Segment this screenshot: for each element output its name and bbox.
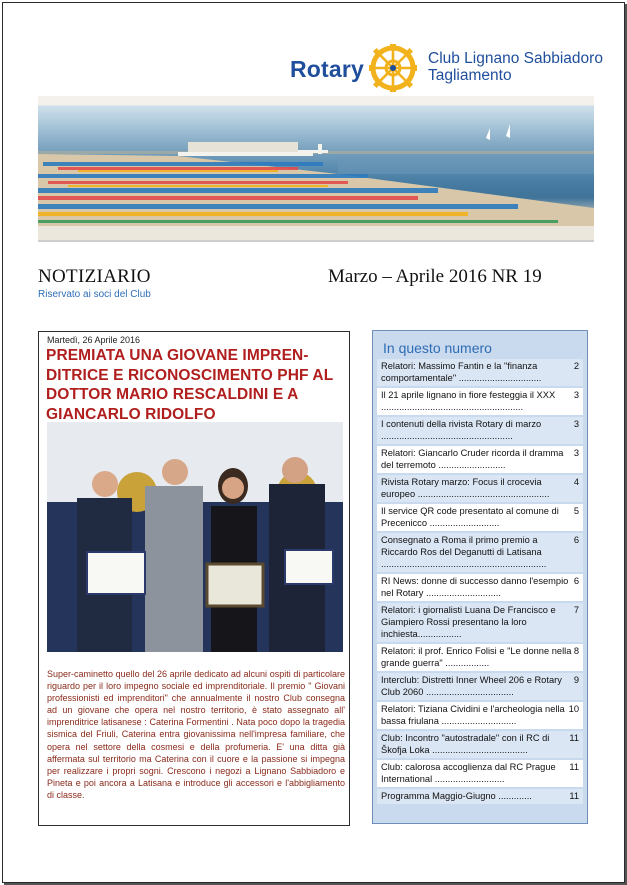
toc-page-number: 11 bbox=[569, 733, 579, 743]
toc-page-number: 5 bbox=[573, 506, 579, 516]
toc-item[interactable] bbox=[377, 359, 583, 386]
club-line-2: Tagliamento bbox=[428, 67, 512, 84]
lead-article bbox=[38, 331, 350, 826]
toc-page-number: 3 bbox=[573, 390, 579, 400]
toc-page-number: 3 bbox=[573, 419, 579, 429]
newsletter-subtitle: Riservato ai soci del Club bbox=[38, 289, 151, 300]
toc-item-label: Relatori: il prof. Enrico Folisi e "Le donne nella grande guerra" ................. bbox=[381, 646, 572, 668]
banner-divider bbox=[38, 240, 594, 242]
toc-item-label: Interclub: Distretti Inner Wheel 206 e Rotary Club 2060 .................................. bbox=[381, 675, 562, 697]
toc-page-number: 4 bbox=[573, 477, 579, 487]
toc-page-number: 7 bbox=[573, 605, 579, 615]
toc-item-label: Relatori: Massimo Fantin e la "finanza comportamentale" ................................ bbox=[381, 361, 542, 383]
toc-page-number: 10 bbox=[568, 704, 579, 714]
toc-item[interactable] bbox=[377, 789, 583, 804]
toc-item[interactable] bbox=[377, 475, 583, 502]
toc-page-number: 9 bbox=[573, 675, 579, 685]
toc-page-number: 8 bbox=[573, 646, 579, 656]
toc-page-number: 2 bbox=[573, 361, 579, 371]
toc-item[interactable] bbox=[377, 673, 583, 700]
toc-item-label: I contenuti della rivista Rotary di marzo ................................................... bbox=[381, 419, 542, 441]
toc-item-label: Relatori: Tiziana Cividini e l'archeologia nella bassa friulana ............................. bbox=[381, 704, 565, 726]
toc-item[interactable] bbox=[377, 388, 583, 415]
logo-club-name bbox=[428, 50, 603, 84]
logo-rotary-text: Rotary bbox=[290, 56, 365, 82]
toc-item[interactable] bbox=[377, 702, 583, 729]
newsletter-title: NOTIZIARIO bbox=[38, 266, 151, 287]
toc-item[interactable] bbox=[377, 644, 583, 671]
toc-page-number: 3 bbox=[573, 448, 579, 458]
club-line-1: Club Lignano Sabbiadoro bbox=[428, 50, 603, 67]
toc-page-number: 6 bbox=[573, 576, 579, 586]
toc-item-label: Il service QR code presentato al comune di Precenicco ........................... bbox=[381, 506, 559, 528]
toc-page-number: 11 bbox=[569, 791, 579, 801]
toc-item[interactable] bbox=[377, 760, 583, 787]
beach-scene-icon bbox=[38, 96, 594, 241]
four-people-photo-icon bbox=[47, 422, 343, 652]
toc-item[interactable] bbox=[377, 603, 583, 642]
toc-item[interactable] bbox=[377, 417, 583, 444]
toc-item-label: Club: calorosa accoglienza dal RC Prague International ........................... bbox=[381, 762, 556, 784]
toc-item-label: RI News: donne di successo danno l'esempio nel Rotary ............................. bbox=[381, 576, 569, 598]
toc-page-number: 11 bbox=[569, 762, 579, 772]
toc-page-number: 6 bbox=[573, 535, 579, 545]
toc-item[interactable] bbox=[377, 731, 583, 758]
toc-item-label: Rivista Rotary marzo: Focus il crocevia europeo ................................................... bbox=[381, 477, 550, 499]
toc-item-label: Relatori: i giornalisti Luana De Francisco e Giampiero Rossi presentano la loro inchiesta................. bbox=[381, 605, 556, 639]
toc-item[interactable] bbox=[377, 504, 583, 531]
rotary-wheel-icon bbox=[369, 44, 417, 92]
toc-item-label: Consegnato a Roma il primo premio a Riccardo Ros del Deganutti di Latisana ................................................................ bbox=[381, 535, 547, 569]
article-date: Martedì, 26 Aprile 2016 bbox=[47, 335, 141, 345]
toc-list bbox=[377, 359, 583, 806]
rotary-logo bbox=[290, 44, 610, 96]
toc-item-label: Club: Incontro "autostradale" con il RC di Škofja Loka ..................................... bbox=[381, 733, 550, 755]
toc-sidebar bbox=[372, 330, 588, 824]
issue-date: Marzo – Aprile 2016 NR 19 bbox=[328, 266, 542, 287]
toc-title: In questo numero bbox=[383, 340, 492, 356]
article-headline: PREMIATA UNA GIOVANE IMPREN-DITRICE E RICONOSCIMENTO PHF AL DOTTOR MARIO RESCALDINI E A GIANCARLO RIDOLFO bbox=[46, 347, 333, 423]
toc-item[interactable] bbox=[377, 533, 583, 572]
toc-item-label: Il 21 aprile lignano in fiore festeggia il XXX ....................................................... bbox=[381, 390, 556, 412]
toc-item[interactable] bbox=[377, 574, 583, 601]
toc-item-label: Programma Maggio-Giugno ............. bbox=[381, 791, 532, 801]
article-body: Super-caminetto quello del 26 aprile dedicato ad alcuni ospiti di particolare riguardo per il loro impegno sociale ed imprenditoriale. Il premio " Giovani professionisti ed imprenditori" che annualmente il nostro Club consegna ad un giovane che opera nel nostro territorio, è stato assegnato all' imprenditrice latisanese : Caterina Formentini . Nata poco dopo la tragedia sismica del Friuli, Caterina entra giovanissima nell'impresa familiare, che opera nel settore della cosmesi e della profumeria. E' una ditta già affermata sul territorio ma Caterina con il cuore e la passione si impegna per realizzare i propri sogni. Crescono i negozi a Lignano Sabbiadoro e Pineta e poi ancora a Latisana e introduce gli accessori e l'abbigliamento di classe. bbox=[47, 669, 345, 800]
toc-item[interactable] bbox=[377, 446, 583, 473]
toc-item-label: Relatori: Giancarlo Cruder ricorda il dramma del terremoto .......................... bbox=[381, 448, 564, 470]
beach-panorama-image bbox=[38, 96, 594, 241]
award-ceremony-photo bbox=[47, 422, 343, 652]
